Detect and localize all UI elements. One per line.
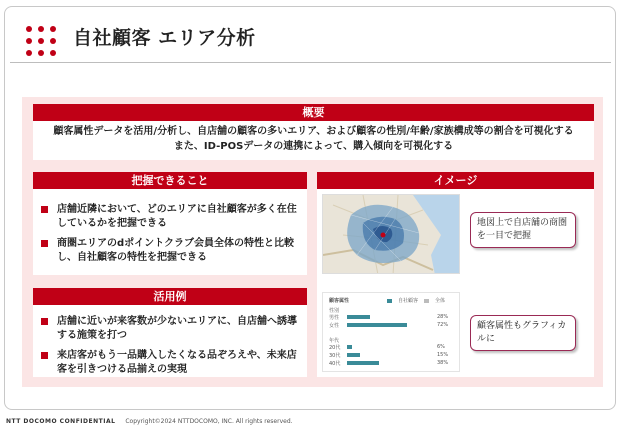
list-item: 店舗近隣において、どのエリアに自社顧客が多く在住しているかを把握できる [39, 203, 299, 231]
mini-chart-bar [347, 361, 379, 365]
footer [6, 418, 293, 425]
mini-chart-bar-value: 15% [437, 352, 449, 358]
mini-chart-section: 年代 [329, 338, 340, 344]
mini-chart-bar-value: 38% [437, 360, 449, 366]
mini-chart-row-label: 40代 [329, 361, 341, 367]
copyright-text: Copyright©2024 NTTDOCOMO, INC. All rights reserved. [125, 418, 293, 425]
usage-heading: 活用例 [33, 288, 307, 305]
overview-line-1: 顧客属性データを活用/分析し、自店舗の顧客の多いエリア、および顧客の性別/年齢/家族構成等の割合を可視化する [53, 126, 574, 137]
square-bullet-icon [41, 206, 48, 213]
mini-chart-title: 顧客属性 [329, 298, 350, 304]
docomo-dots-logo-icon [26, 26, 56, 56]
chart-callout: 顧客属性もグラフィカルに [470, 315, 576, 351]
mini-chart-bar [347, 323, 407, 327]
image-heading: イメージ [317, 172, 594, 189]
grasp-list [39, 203, 299, 265]
map-callout: 地図上で自店舗の商圏を一目で把握 [470, 212, 576, 248]
mini-chart-section: 性別 [329, 308, 340, 314]
confidential-label: NTT DOCOMO CONFIDENTIAL [6, 418, 116, 425]
mini-chart-row [329, 352, 455, 358]
list-item: 来店客がもう一品購入したくなる品ぞろえや、未来店客を引きつける品揃えの実現 [39, 349, 299, 377]
area-map-image [322, 194, 460, 274]
mini-chart-row [329, 344, 455, 350]
overview-text [33, 124, 594, 154]
map-icon [323, 195, 460, 274]
mini-chart-bar-value: 72% [437, 322, 449, 328]
square-bullet-icon [41, 318, 48, 325]
mini-chart-row-label: 20代 [329, 345, 341, 351]
page-title: 自社顧客 エリア分析 [73, 27, 256, 49]
overview-line-2: また、ID-POSデータの連携によって、購入傾向を可視化する [173, 141, 454, 152]
mini-chart-row-label: 男性 [329, 315, 340, 321]
title-divider [10, 62, 611, 63]
usage-list [39, 315, 299, 377]
legend-swatch-icon [424, 299, 429, 303]
overview-heading: 概要 [33, 104, 594, 121]
mini-chart-bar-value: 28% [437, 314, 449, 320]
mini-chart-bar [347, 353, 360, 357]
square-bullet-icon [41, 352, 48, 359]
mini-chart-row-label: 女性 [329, 323, 340, 329]
attribute-chart-image [322, 292, 460, 372]
mini-chart-row [329, 360, 455, 366]
mini-chart-bar [347, 315, 370, 319]
grasp-panel [33, 189, 307, 275]
mini-chart-legend: 自社顧客 全体 [387, 297, 445, 304]
mini-chart-row [329, 322, 455, 328]
list-item: 商圏エリアのdポイントクラブ会員全体の特性と比較し、自社顧客の特性を把握できる [39, 237, 299, 265]
usage-panel [33, 305, 307, 377]
square-bullet-icon [41, 240, 48, 247]
mini-chart-bar-value: 6% [437, 344, 445, 350]
mini-chart-bar [347, 345, 352, 349]
legend-swatch-icon [387, 299, 392, 303]
grasp-heading: 把握できること [33, 172, 307, 189]
mini-chart-row-label: 30代 [329, 353, 341, 359]
mini-chart-row [329, 314, 455, 320]
list-item: 店舗に近いが来客数が少ないエリアに、自店舗へ誘導する施策を打つ [39, 315, 299, 343]
